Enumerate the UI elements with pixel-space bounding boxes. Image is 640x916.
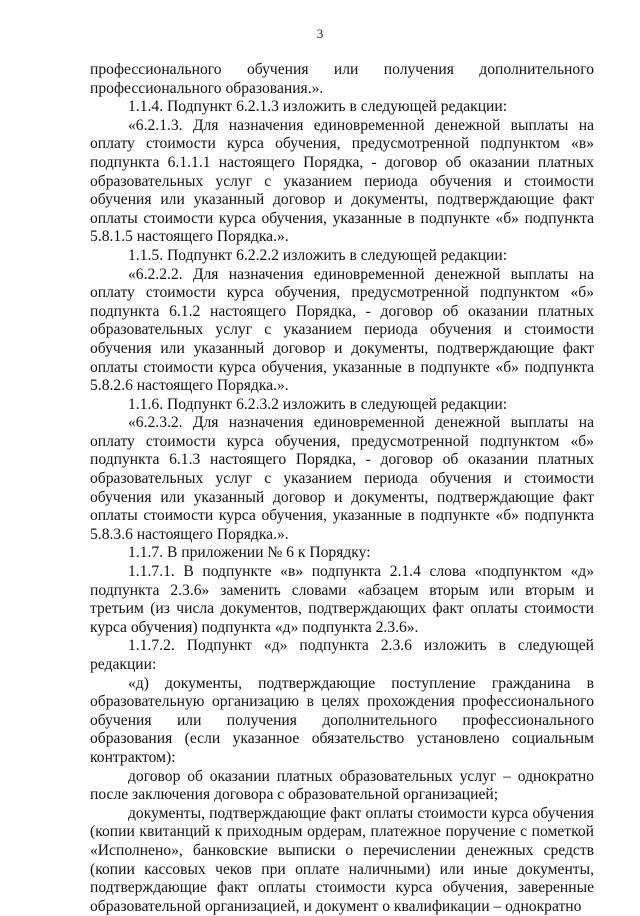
paragraph: «д) документы, подтверждающие поступление гражданина в образовательную организацию в целях прохождения профессионального обучения или получения дополнительного профессионального образования (если указанное обязательство установлено социальным контрактом): bbox=[90, 674, 594, 766]
paragraph: «6.2.2.2. Для назначения единовременной денежной выплаты на оплату стоимости курса обучения, предусмотренной подпунктом «б» подпункта 6.1.2 настоящего Порядка, - договор об оказании платных образовательных услуг с указанием периода обучения и стоимости обучения или указанный договор и документы, подтверждающие факт оплаты стоимости курса обучения, указанные в подпункте «б» подпункта 5.8.2.6 настоящего Порядка.». bbox=[90, 265, 594, 395]
document-body bbox=[90, 61, 594, 916]
paragraph: профессионального обучения или получения дополнительного профессионального образования.». bbox=[90, 61, 594, 97]
paragraph: «6.2.3.2. Для назначения единовременной денежной выплаты на оплату стоимости курса обучения, предусмотренной подпунктом «б» подпункта 6.1.3 настоящего Порядка, - договор об оказании платных образовательных услуг с указанием периода обучения и стоимости обучения или указанный договор и документы, подтверждающие факт оплаты стоимости курса обучения, указанные в подпункте «б» подпункта 5.8.3.6 настоящего Порядка.». bbox=[90, 414, 594, 543]
paragraph: 1.1.7. В приложении № 6 к Порядку: bbox=[128, 544, 371, 562]
paragraph: 1.1.7.2. Подпункт «д» подпункта 2.3.6 изложить в следующей редакции: bbox=[90, 637, 594, 673]
paragraph: 1.1.5. Подпункт 6.2.2.2 изложить в следующей редакции: bbox=[128, 246, 508, 264]
paragraph: документы, подтверждающие факт оплаты стоимости курса обучения (копии квитанций к приходным ордерам, платежное поручение с пометкой «Исполнено», банковские выписки о перечислении денежных средств (копии кассовых чеков при оплате наличными) или иные документы, подтверждающие факт оплаты стоимости курса обучения, заверенные образовательной организацией, и документ о квалификации – однократно bbox=[90, 804, 594, 915]
paragraph: договор об оказании платных образовательных услуг – однократно после заключения договора с образовательной организацией; bbox=[90, 767, 594, 804]
paragraph: 1.1.4. Подпункт 6.2.1.3 изложить в следующей редакции: bbox=[128, 98, 508, 116]
page-number: 3 bbox=[316, 26, 324, 41]
paragraph: 1.1.7.1. В подпункте «в» подпункта 2.1.4 слова «подпунктом «д» подпункта 2.3.6» заменить словами «абзацем вторым или вторым и третьим (из числа документов, подтверждающих факт оплаты стоимости курса обучения) подпункта «д» подпункта 2.3.6». bbox=[90, 563, 594, 636]
paragraph: 1.1.6. Подпункт 6.2.3.2 изложить в следующей редакции: bbox=[128, 395, 508, 413]
paragraph: «6.2.1.3. Для назначения единовременной денежной выплаты на оплату стоимости курса обучения, предусмотренной подпунктом «в» подпункта 6.1.1.1 настоящего Порядка, - договор об оказании платных образовательных услуг с указанием периода обучения и стоимости обучения или указанный договор и документы, подтверждающие факт оплаты стоимости курса обучения, указанные в подпункте «б» подпункта 5.8.1.5 настоящего Порядка.». bbox=[90, 116, 594, 246]
